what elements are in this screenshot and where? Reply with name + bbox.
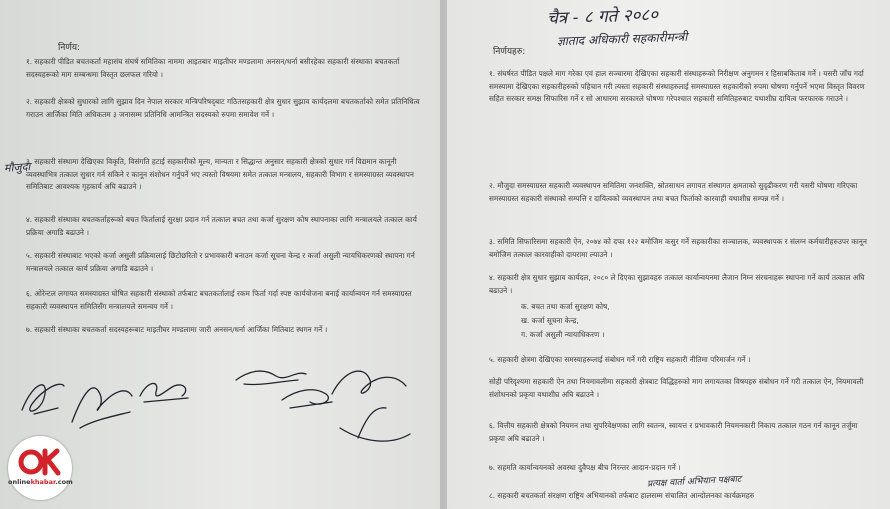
signature-2 [72,388,132,428]
right-heading: निर्णयहरु: [493,47,526,57]
right-sub-item-kha: ख. कर्जा सूचना केन्द्र, [521,316,579,325]
left-item-7: ७. सहकारी संस्थाका बचतकर्ता सदस्यहरूबाट माइतीघर मण्डलामा जारी अनसन/धर्ना आर्जिका मितिबाट स्थगन गर्ने । [26,325,328,334]
handwritten-subheader: ज्ञाताद अधिकारी सहकारीमन्त्री [556,29,688,49]
onlinekhabar-logo [8,436,72,500]
ok-logo-icon [18,448,62,476]
right-item-1: १. संघर्षरत पीडित पक्षले माग गरेका एवं हाल सञ्चारमा देखिएका सहकारी संस्थाहरूको निरीक्षण अनुगमन र हिसाबकिताब गर्ने । यसरी जाँच गर्दा समस्यामा देखिएका सहकारीहरुको पहिचान गरी त्यस्ता सहकारी संस्थाहरुलाई समस्याग्रस्त सहकारीको रुपमा घोषणा गर्नुपर्ने भएमा विस्तृत विवरण सहित सरकार समक्ष सिफारिस गर्ने र सो आधारमा सरकारले घोषणा गरेपश्चात सहकारी समितिहरुबाट यथाशीघ्र दायित्व फरफारक गराउने । [489,69,865,104]
right-item-5: ५. सहकारी क्षेत्रमा देखिएका समस्याहरूलाई संबोधन गर्ने गरी राष्ट्रिय सहकारी नीतिमा परिमार्जन गर्ने । [489,355,751,364]
right-document-page [447,0,890,509]
handwritten-footer-note: प्रत्यक्ष वार्ता अभियान पक्षबाट [646,474,742,490]
right-sub-item-ga: ग. कर्जा असुली न्यायाधिकरण । [521,330,605,339]
signature-5 [282,390,332,408]
page-divider [440,0,447,509]
left-item-6: ६. ओरेन्टल लगायत समस्याग्रस्त घोषित सहकारी संस्थाको तर्फबाट बचतकर्तालाई रकम फिर्ता गर्दा स्पष्ट कार्ययोजना बनाई कार्यान्वयन गर्न समस्याग्रस्त सहकारी व्यवस्थापन समितिसँग मन्त्रालयले समन्वय गर्ने । [26,289,412,311]
signature-4 [236,371,306,384]
signature-6 [332,371,410,441]
right-item-6: ६. वित्तीय सहकारी क्षेत्रको नियमन तथा सुपरिवेक्षणका लागि स्वतन्त्र, स्वायत्त र प्रभावकारी नियमनकारी निकाय तत्काल गठन गर्न कानून तर्जुमा प्रकृया अघि बढाउने । [489,421,858,443]
signature-3 [140,383,188,402]
logo-wordmark: onlinekhabar.com [8,478,73,486]
left-item-5: ५. सहकारी संस्थाबाट भएको कर्जा असुली प्रक्रियालाई छिटोछरितो र प्रभावकारी बनाउन कर्जा सूचना केन्द्र र कर्जा असुली न्यायधिकरणको स्थापना गर्न मन्त्रालयले तत्काल कार्य प्रक्रिया अगाडि बढाउने । [26,251,415,273]
right-item-5-detail: सोही परिदृश्यमा सहकारी ऐन तथा नियमावलीमा सहकारी क्षेत्रबाट विद्धिहरुको माग लगायतका विषयहरु संबोधन गर्ने गरी तत्काल ऐन, नियमावली संशोधनको प्रकृया यथाशीघ्र अघि बढाउने । [489,377,864,399]
left-item-4: ४. सहकारी संस्थाका बचतकर्ताहरूको बचत फिर्तालाई सुरक्षा प्रदान गर्न तत्काल बचत तथा कर्जा सुरक्षण कोष स्थापनाका लागि मन्त्रालयले तत्काल कार्य प्रक्रिया अगाडि बढाउने । [26,215,417,237]
left-margin-note: मौजुदा [3,160,31,175]
signatures [14,350,434,470]
handwritten-date: चैत्र - ८ गते २०८० [546,5,659,29]
signature-1 [22,384,64,414]
right-item-3: ३. समिति सिफारिसमा सहकारी ऐन, २०७४ को दफा १२२ बमोजिम कसुर गर्ने सहकारीका सञ्चालक, व्यवस्थापक र संलग्न कर्मचारीहरुउपर कानून बमोजिम तत्काल कारवाहीको दायरामा ल्याउने । [489,237,867,259]
left-item-2: २. सहकारी क्षेत्रको सुधारको लागि सुझाव दिन नेपाल सरकार मन्त्रिपरिषद्‌बाट गठितसहकारी क्षेत्र सुधार सुझाव कार्यदलमा बचतकर्ताको समेत प्रतिनिधित्व गराउन आर्जिका मिति अधिकतम ३ जनासम्म प्रतिनिधि आमन्त्रित सदस्यको रुपमा समावेश गर्ने । [26,97,420,119]
right-item-4: ४. सहकारी क्षेत्र सुधार सुझाव कार्यदल, २०८० ले दिएका सुझावहरु तत्काल कार्यान्वयनमा लैजान निम्न संरचनाहरू स्थापना गर्ने कार्य तत्काल अघि बढाउने । [489,273,865,295]
right-item-7: ७. सहमति कार्यान्वयनको अवस्था दुवैपक्ष बीच निरन्तर आदान-प्रदान गर्ने । [489,463,681,472]
right-sub-item-ka: क. बचत तथा कर्जा सुरक्षण कोष, [521,302,610,311]
left-item-3: ३. सहकारी संस्थामा देखिएका विकृति, विसंगति हटाई सहकारीको मूल्य, मान्यता र सिद्धान्त अनुसार सहकारी क्षेत्रको सुधार गर्न विद्यमान कानूनी व्यवस्थाभित्र तत्काल सुधार गर्न सकिने र कानून संशोधन गर्नुपर्ने भए त्यस्तो विषयमा समेत तत्काल मन्त्रालय, सहकारी विभाग र समस्याग्रस्त व्यवस्थापन समितिबाट आवश्यक गृहकार्य अघि बढाउने । [26,157,414,192]
left-item-1: १. सहकारी पीडित बचतकर्ता महासंघ संघर्ष समितिका नाममा आइतबार माइतीघर मण्डलामा अनसन/धर्ना बसीरहेका सहकारी संस्थाका बचतकर्ता सदस्यहरूको माग सम्बन्धमा विस्तृत छलफल गरियो । [26,57,400,79]
left-document-page [0,0,440,509]
right-item-2: २. मौजुदा समस्याग्रस्त सहकारी व्यवस्थापन समितिमा जनशक्ति, स्रोतसाधन लगायत संस्थागत क्षमताको सुदृढीकरण गरी यसरी घोषणा गरिएका समस्याग्रस्त सहकारी संस्थाको सम्पत्ति र दायित्वको व्यवस्थापन तथा बचत फिर्ताको कारवाही यथाशीघ्र सम्पन्न गर्ने । [489,181,858,203]
right-item-8: ८. सहकारी बचतकर्ता संरक्षण राष्ट्रिय अभियानको तर्फबाट हालसम्म संचालित आन्दोलनका कार्यक्रमहरु [489,491,755,500]
left-heading: निर्णय: [58,43,81,53]
